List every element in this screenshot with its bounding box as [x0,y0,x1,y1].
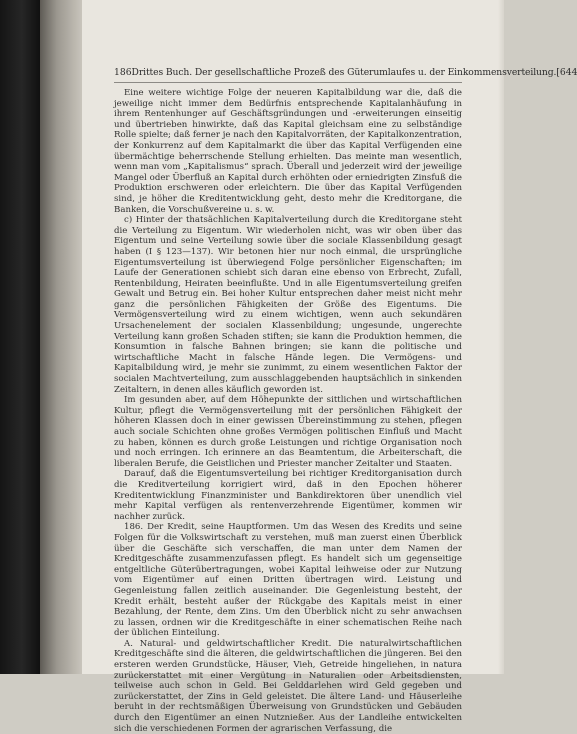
paragraph-credit-correction: Darauf, daß die Eigentumsverteilung bei richtiger Kreditorganisation durch die Kreditverteilung korrigiert wird, daß in den Epochen höherer Kreditentwicklung Finanzminister und Bankdirektoren über unendlich viel mehr Kapital verfügen als rentenverzehrende Eigentümer, kommen wir nachher zurück. [114,469,462,522]
running-title: Drittes Buch. Der gesellschaftliche Prozeß des Güterumlaufes u. der Einkommensverteilung. [131,67,557,78]
book-page [82,0,577,734]
paragraph-property-distribution: c) Hinter der thatsächlichen Kapitalverteilung durch die Kreditorgane steht die Verteilung zu Eigentum. Wir wiederholen nicht, was wir oben über das Eigentum und seine Verteilung sowie über die sociale Klassenbildung gesagt haben (I § 123—137). Wir betonen hier nur noch einmal, die ursprüngliche Eigentumsverteilung ist überwiegend Folge persönlicher Eigenschaften; im Laufe der Generationen schiebt sich daran eine ebenso von Erbrecht, Zufall, Rentenbildung, Heiraten beeinflußte. Und in alle Eigentumsverteilung greifen Gewalt und Betrug ein. Bei hoher Kultur entsprechen daher meist nicht mehr ganz die persönlichen Fähigkeiten der Größe des Eigentums. Die Vermögensverteilung wird zu einem wichtigen, wenn auch sekundären Ursachenelement der socialen Klassenbildung; ungesunde, ungerechte Verteilung kann großen Schaden stiften; sie kann die Produktion hemmen, die Konsumtion in falsche Bahnen bringen; sie kann die politische und wirtschaftliche Macht in falsche Hände legen. Die Vermögens- und Kapitalbildung wird, je mehr sie zunimmt, zu einem wesentlichen Faktor der socialen Machtverteilung, zum ausschlaggebenden hauptsächlich in sinkenden Zeitaltern, in denen alles käuflich geworden ist. [114,215,462,395]
page-number: 186 [114,67,132,78]
book-gutter [40,0,82,674]
paragraph-healthy-culture: Im gesunden aber, auf dem Höhepunkte der sittlichen und wirtschaftlichen Kultur, pflegt die Vermögensverteilung mit der persönlichen Fähigkeit der höheren Klassen doch in einer gewissen Übereinstimmung zu stehen, pflegen auch sociale Schichten ohne großes Vermögen politischen Einfluß und Macht zu haben, können es durch große Leistungen und richtige Organisation noch und noch erringen. Ich erinnere an das Beamtentum, die Arbeiterschaft, die liberalen Berufe, die Geistlichen und Priester mancher Zeitalter und Staaten. [114,395,462,469]
running-header [114,66,577,83]
page-edge [498,0,504,674]
paragraph-credit-forms: 186. Der Kredit, seine Hauptformen. Um das Wesen des Kredits und seine Folgen für die Volkswirtschaft zu verstehen, muß man zuerst einen Überblick über die Geschäfte sich verschaffen, die man unter dem Namen der Kreditgeschäfte zusammenzufassen pflegt. Es handelt sich um gegenseitige entgeltliche Güterübertragungen, wobei Kapital leihweise oder zur Nutzung vom Eigentümer auf einen Dritten übertragen wird. Leistung und Gegenleistung fallen zeitlich auseinander. Die Gegenleistung besteht, der Kredit erhält, besteht außer der Rückgabe des Kapitals meist in einer Bezahlung, der Rente, dem Zins. Um den Überblick nicht zu sehr anwachsen zu lassen, ordnen wir die Kreditgeschäfte in einer schematischen Reihe nach der üblichen Einteilung. [114,522,462,639]
margin-section-number: [644 [556,67,577,78]
paragraph-natural-money-credit: A. Natural- und geldwirtschaftlicher Kredit. Die naturalwirtschaftlichen Kreditgeschäfte sind die älteren, die geldwirtschaftlichen die jüngeren. Bei den ersteren werden Grundstücke, Häuser, Vieh, Getreide hingeliehen, in natura zurückerstattet mit einer Vergütung in Naturalien oder Arbeitsdiensten, teilweise auch schon in Geld. Bei Gelddarlehen wird Geld gegeben und zurückerstattet, der Zins in Geld geleistet. Die ältere Land- und Häuserleihe beruht in der rechtsmäßigen Überweisung von Grundstücken und Gebäuden durch den Eigentümer an einen Nutznießer. Aus der Landleihe entwickelten sich die verschiedenen Formen der agrarischen Verfassung, die [114,638,462,734]
page-body [114,88,462,734]
paragraph-capital-accumulation: Eine weitere wichtige Folge der neueren Kapitalbildung war die, daß die jeweilige nicht immer dem Bedürfnis entsprechende Kapitalanhäufung in ihrem Rentenhunger auf Geschäftsgründungen und -erweiterungen einseitig und übertrieben hinwirkte, daß das Kapital gleichsam eine zu selbständige Rolle spielte; daß ferner je nach den Kapitalvorräten, der Kapitalkonzentration, der Konkurrenz auf dem Kapitalmarkt die über das Kapital Verfügenden eine übermächtige beherrschende Stellung erhielten. Das meinte man wesentlich, wenn man vom „Kapitalismus“ sprach. Überall und jederzeit wird der jeweilige Mangel oder Überfluß an Kapital durch erhöhten oder erniedrigten Zinsfuß die Produktion erschweren oder erleichtern. Die über das Kapital Verfügenden sind, je höher die Kreditentwicklung geht, desto mehr die Kreditorgane, die Banken, die Vorschußvereine u. s. w. [114,88,462,215]
book-cover-edge [0,0,40,674]
